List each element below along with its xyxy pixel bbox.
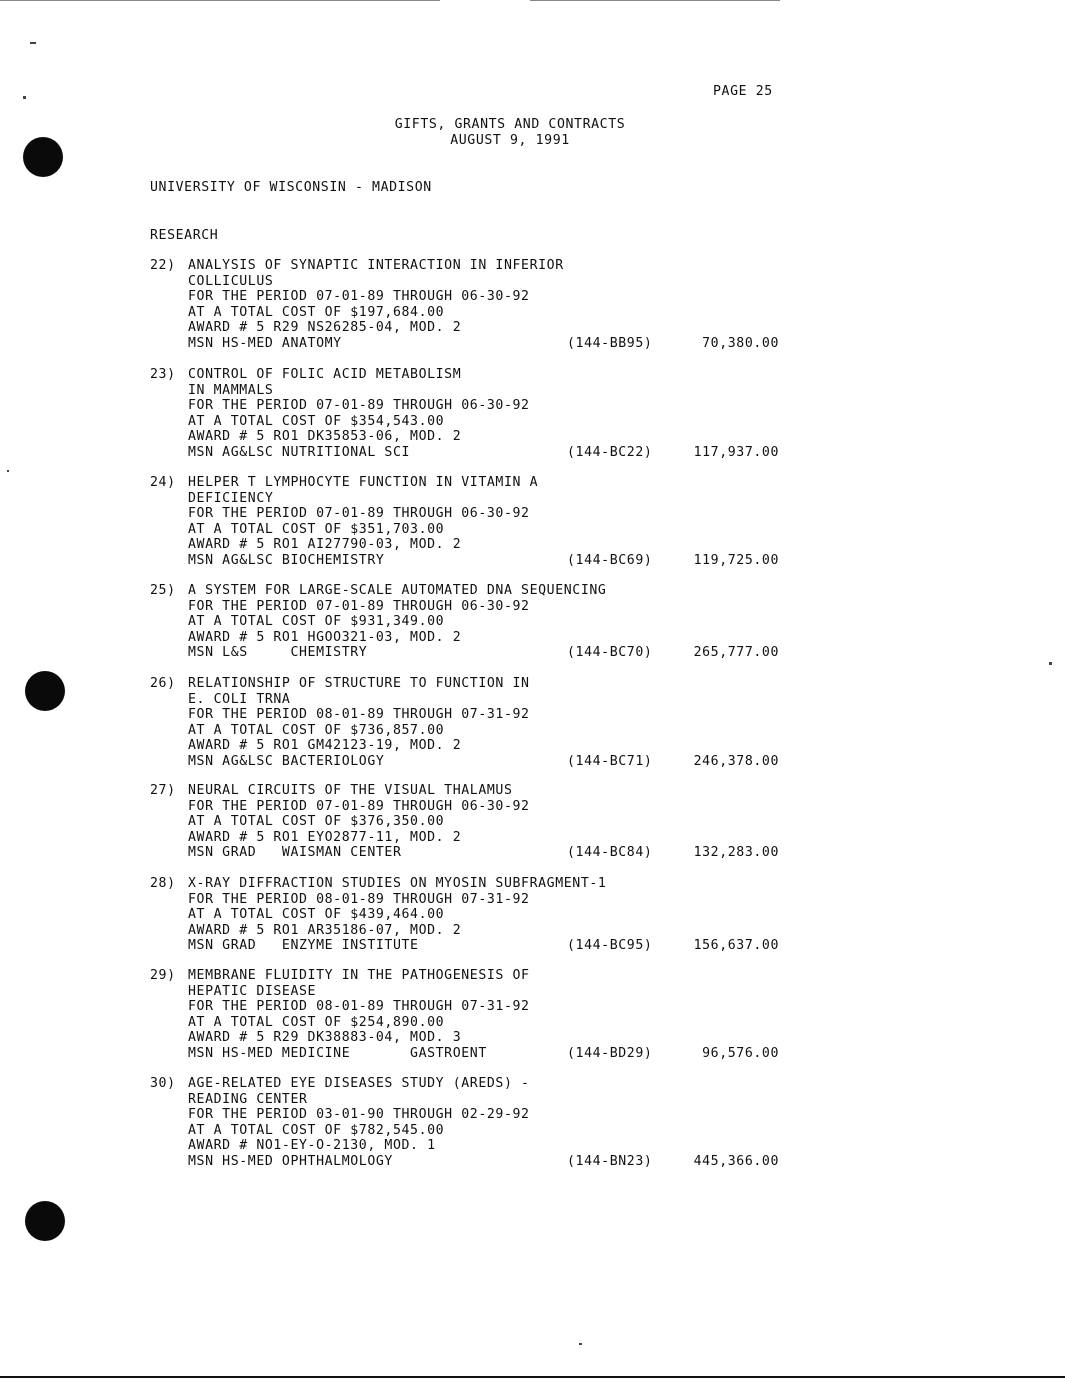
entry-line: [150, 645, 790, 661]
entry-line: [150, 414, 790, 430]
grant-total-cost: AT A TOTAL COST OF $736,857.00: [188, 722, 445, 738]
punch-hole: [23, 137, 63, 177]
grant-msn: MSN HS-MED OPHTHALMOLOGY: [188, 1153, 393, 1169]
entry-line: [150, 599, 790, 615]
grant-account: (144-BC70): [567, 645, 653, 660]
entry-line: [150, 738, 790, 754]
scan-edge-line: [530, 0, 780, 1]
grant-account: (144-BD29): [567, 1045, 653, 1061]
entry-line: [150, 274, 790, 290]
grant-msn: MSN GRAD ENZYME INSTITUTE: [188, 938, 419, 953]
grant-title: A SYSTEM FOR LARGE-SCALE AUTOMATED DNA SEQUENCING: [188, 583, 607, 598]
entry-line: [150, 845, 790, 861]
grant-msn: MSN AG&LSC BIOCHEMISTRY: [188, 552, 385, 568]
grant-title: HEPATIC DISEASE: [188, 983, 317, 999]
entry-line: [150, 754, 790, 770]
grant-account: (144-BC71): [567, 753, 653, 769]
grant-entry: [150, 1076, 790, 1169]
punch-hole: [25, 1201, 65, 1241]
entry-line: [150, 692, 790, 708]
entry-line: [150, 398, 790, 414]
grant-period: FOR THE PERIOD 07-01-89 THROUGH 06-30-92: [188, 398, 530, 413]
entry-line: [150, 1154, 790, 1170]
entry-line: [150, 429, 790, 445]
scan-speck: [7, 470, 9, 472]
scan-bottom-edge: [0, 1376, 1065, 1378]
grant-entry: [150, 475, 790, 568]
entry-line: [150, 614, 790, 630]
grant-entry: [150, 583, 790, 661]
page-number: PAGE 25: [713, 84, 773, 99]
grant-account: (144-BB95): [567, 335, 653, 351]
entry-line: [150, 923, 790, 939]
grant-amount: 70,380.00: [702, 335, 779, 351]
grant-award: AWARD # 5 RO1 AR35186-07, MOD. 2: [188, 922, 462, 938]
entry-line: [150, 336, 790, 352]
grant-award: AWARD # 5 R29 NS26285-04, MOD. 2: [188, 320, 462, 335]
grant-period: FOR THE PERIOD 08-01-89 THROUGH 07-31-92: [188, 999, 530, 1014]
grant-amount: 246,378.00: [693, 753, 779, 769]
grant-title: X-RAY DIFFRACTION STUDIES ON MYOSIN SUBFRAGMENT-1: [188, 876, 607, 891]
grant-amount: 117,937.00: [693, 444, 779, 460]
grant-amount: 119,725.00: [693, 552, 779, 568]
entry-line: [150, 1030, 790, 1046]
grant-number: 27): [150, 783, 176, 798]
grant-title: READING CENTER: [188, 1091, 308, 1107]
grant-award: AWARD # 5 RO1 AI27790-03, MOD. 2: [188, 537, 462, 552]
grant-title: IN MAMMALS: [188, 382, 274, 398]
section-heading: RESEARCH: [150, 228, 219, 243]
grant-number: 26): [150, 676, 176, 691]
entry-line: [150, 522, 790, 538]
grant-total-cost: AT A TOTAL COST OF $254,890.00: [188, 1014, 445, 1030]
entry-line: [150, 723, 790, 739]
grant-account: (144-BC69): [567, 552, 653, 568]
grant-period: FOR THE PERIOD 03-01-90 THROUGH 02-29-92: [188, 1107, 530, 1122]
entry-line: [150, 892, 790, 908]
entry-line: [150, 383, 790, 399]
grant-total-cost: AT A TOTAL COST OF $439,464.00: [188, 907, 445, 922]
grant-entry: [150, 676, 790, 769]
entry-line: [150, 506, 790, 522]
scan-speck: [30, 42, 36, 44]
grant-entry: [150, 968, 790, 1061]
grant-title: DEFICIENCY: [188, 490, 274, 506]
grant-period: FOR THE PERIOD 07-01-89 THROUGH 06-30-92: [188, 798, 530, 814]
entry-line: [150, 553, 790, 569]
grant-number: 25): [150, 583, 176, 598]
grant-amount: 96,576.00: [702, 1045, 779, 1061]
grant-number: 22): [150, 258, 176, 273]
grant-total-cost: AT A TOTAL COST OF $782,545.00: [188, 1122, 445, 1138]
grant-msn: MSN L&S CHEMISTRY: [188, 645, 368, 660]
grant-number: 23): [150, 367, 176, 382]
entry-line: [150, 630, 790, 646]
grant-total-cost: AT A TOTAL COST OF $376,350.00: [188, 814, 445, 829]
entry-line: [150, 984, 790, 1000]
grant-award: AWARD # 5 R29 DK38883-04, MOD. 3: [188, 1030, 462, 1045]
entry-line: [150, 583, 790, 599]
grant-amount: 445,366.00: [693, 1153, 779, 1169]
grant-award: AWARD # 5 RO1 HGOO321-03, MOD. 2: [188, 629, 462, 645]
grant-total-cost: AT A TOTAL COST OF $354,543.00: [188, 413, 445, 429]
grant-account: (144-BC95): [567, 938, 653, 953]
entry-line: [150, 676, 790, 692]
scan-edge-line: [0, 0, 440, 1]
document-date: AUGUST 9, 1991: [450, 133, 570, 148]
grant-award: AWARD # 5 RO1 DK35853-06, MOD. 2: [188, 429, 462, 444]
entry-line: [150, 1092, 790, 1108]
grant-account: (144-BC84): [567, 845, 653, 860]
punch-hole: [25, 671, 65, 711]
grant-title: AGE-RELATED EYE DISEASES STUDY (AREDS) -: [188, 1076, 530, 1091]
entry-line: [150, 1015, 790, 1031]
entry-line: [150, 907, 790, 923]
scan-speck: [23, 96, 26, 99]
document-title: GIFTS, GRANTS AND CONTRACTS: [394, 117, 626, 132]
grant-amount: 132,283.00: [693, 845, 779, 860]
entry-line: [150, 799, 790, 815]
grant-period: FOR THE PERIOD 07-01-89 THROUGH 06-30-92: [188, 598, 530, 614]
grant-account: (144-BC22): [567, 444, 653, 460]
entry-line: [150, 999, 790, 1015]
grant-period: FOR THE PERIOD 07-01-89 THROUGH 06-30-92: [188, 289, 530, 304]
grant-period: FOR THE PERIOD 08-01-89 THROUGH 07-31-92: [188, 707, 530, 722]
entry-line: [150, 1107, 790, 1123]
grant-title: E. COLI TRNA: [188, 691, 291, 707]
grant-title: COLLICULUS: [188, 273, 274, 289]
grant-title: RELATIONSHIP OF STRUCTURE TO FUNCTION IN: [188, 676, 530, 691]
grant-period: FOR THE PERIOD 07-01-89 THROUGH 06-30-92: [188, 506, 530, 521]
grant-award: AWARD # 5 RO1 EYO2877-11, MOD. 2: [188, 829, 462, 845]
grant-award: AWARD # NO1-EY-O-2130, MOD. 1: [188, 1138, 436, 1153]
grant-msn: MSN GRAD WAISMAN CENTER: [188, 845, 402, 860]
entry-line: [150, 475, 790, 491]
entry-line: [150, 1076, 790, 1092]
grant-number: 29): [150, 968, 176, 983]
entry-line: [150, 320, 790, 336]
entry-line: [150, 305, 790, 321]
entry-line: [150, 491, 790, 507]
grant-entry: [150, 258, 790, 351]
scan-speck: [579, 1343, 582, 1345]
grant-total-cost: AT A TOTAL COST OF $351,703.00: [188, 521, 445, 537]
entry-line: [150, 783, 790, 799]
entry-line: [150, 876, 790, 892]
entry-line: [150, 830, 790, 846]
entry-line: [150, 938, 790, 954]
entry-line: [150, 814, 790, 830]
grant-period: FOR THE PERIOD 08-01-89 THROUGH 07-31-92: [188, 891, 530, 907]
entry-line: [150, 1046, 790, 1062]
grant-title: NEURAL CIRCUITS OF THE VISUAL THALAMUS: [188, 783, 513, 798]
entry-line: [150, 1138, 790, 1154]
entry-line: [150, 1123, 790, 1139]
entry-line: [150, 537, 790, 553]
grant-total-cost: AT A TOTAL COST OF $197,684.00: [188, 304, 445, 320]
grant-number: 28): [150, 876, 176, 891]
grant-msn: MSN AG&LSC NUTRITIONAL SCI: [188, 444, 411, 460]
grant-msn: MSN HS-MED ANATOMY: [188, 335, 342, 351]
entry-line: [150, 367, 790, 383]
entry-line: [150, 258, 790, 274]
grant-title: HELPER T LYMPHOCYTE FUNCTION IN VITAMIN A: [188, 475, 539, 490]
grant-title: MEMBRANE FLUIDITY IN THE PATHOGENESIS OF: [188, 968, 530, 983]
grant-award: AWARD # 5 RO1 GM42123-19, MOD. 2: [188, 738, 462, 753]
grant-number: 24): [150, 475, 176, 490]
entry-line: [150, 968, 790, 984]
grant-number: 30): [150, 1076, 176, 1091]
grant-title: ANALYSIS OF SYNAPTIC INTERACTION IN INFERIOR: [188, 258, 564, 273]
grant-entry: [150, 783, 790, 861]
grant-msn: MSN AG&LSC BACTERIOLOGY: [188, 753, 385, 769]
grant-entry: [150, 876, 790, 954]
entry-line: [150, 289, 790, 305]
grant-amount: 156,637.00: [693, 938, 779, 953]
grant-amount: 265,777.00: [693, 645, 779, 660]
institution-name: UNIVERSITY OF WISCONSIN - MADISON: [150, 180, 432, 195]
grant-account: (144-BN23): [567, 1153, 653, 1169]
grant-msn: MSN HS-MED MEDICINE GASTROENT: [188, 1045, 487, 1061]
entry-line: [150, 707, 790, 723]
entry-line: [150, 445, 790, 461]
scan-speck: [1049, 662, 1052, 665]
grant-title: CONTROL OF FOLIC ACID METABOLISM: [188, 367, 462, 382]
grant-total-cost: AT A TOTAL COST OF $931,349.00: [188, 614, 445, 629]
grant-entry: [150, 367, 790, 460]
